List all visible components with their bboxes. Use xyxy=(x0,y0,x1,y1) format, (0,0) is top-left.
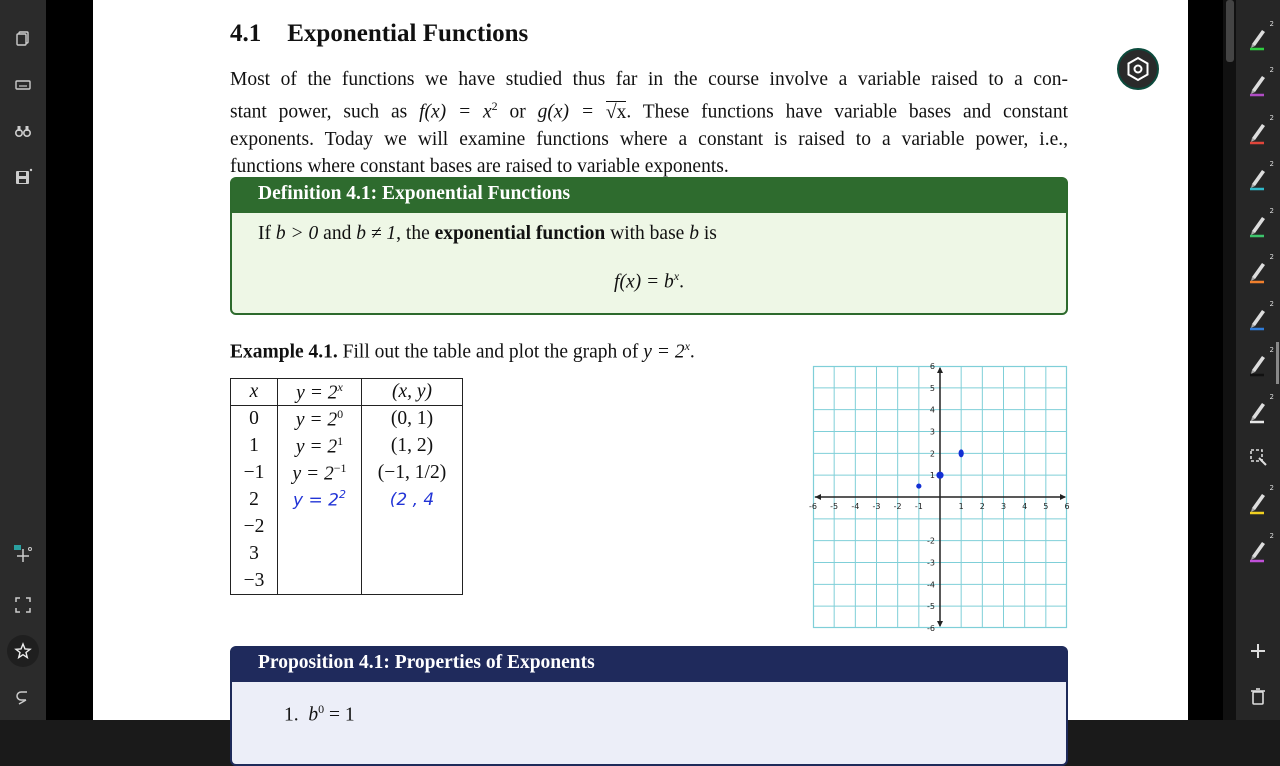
binoculars-icon[interactable] xyxy=(8,116,38,146)
table-row xyxy=(231,568,463,595)
cell-x: 2 xyxy=(231,487,278,514)
cell-xy[interactable]: (0, 1) xyxy=(362,406,463,433)
definition-body xyxy=(232,213,1066,304)
cell-xy[interactable] xyxy=(362,568,463,595)
y-axis-arrow xyxy=(937,367,943,373)
cell-y[interactable] xyxy=(278,514,362,541)
copy-icon[interactable] xyxy=(8,23,38,53)
x-tick-label: -1 xyxy=(914,502,923,511)
example-label: Example 4.1. xyxy=(230,341,338,363)
pen-tool-icon[interactable]: 2 xyxy=(1244,211,1272,239)
scrollbar[interactable] xyxy=(1223,0,1236,720)
pen-tool-icon[interactable]: 2 xyxy=(1244,164,1272,192)
intro-line-4: functions where constant bases are raised to variable exponents. xyxy=(230,155,729,177)
left-margin xyxy=(46,0,93,720)
cell-y[interactable]: $y = 2^{-1}$ xyxy=(278,460,362,487)
active-pen-marker xyxy=(1276,342,1279,384)
x-tick-label: 6 xyxy=(1064,502,1070,511)
cell-x: −1 xyxy=(231,460,278,487)
star-icon[interactable] xyxy=(7,635,39,667)
y-tick-label: 4 xyxy=(929,405,935,415)
floating-settings-button[interactable] xyxy=(1117,48,1159,90)
save-icon[interactable] xyxy=(8,162,38,192)
plotted-point xyxy=(959,449,964,457)
hexagon-icon xyxy=(1125,56,1151,82)
definition-formula: $f(x) = b^x$. xyxy=(614,269,684,293)
y-tick-label: 6 xyxy=(929,362,935,371)
y-tick-label: -6 xyxy=(927,624,935,633)
add-cursor-icon[interactable] xyxy=(8,539,38,569)
x-axis-arrow xyxy=(815,494,821,500)
cell-xy[interactable]: (−1, 1/2) xyxy=(362,460,463,487)
cell-y[interactable] xyxy=(278,541,362,568)
plotted-point xyxy=(916,483,921,488)
pen-tool-icon[interactable]: 2 xyxy=(1244,257,1272,285)
x-tick-label: -6 xyxy=(809,502,817,511)
cell-xy[interactable]: (1, 2) xyxy=(362,433,463,460)
cell-xy[interactable] xyxy=(362,541,463,568)
cell-xy[interactable]: (2 , 4 xyxy=(362,487,463,514)
definition-text: If b > 0 and b ≠ 1, the exponential function with base b is xyxy=(258,223,717,244)
pen-tool-icon[interactable]: 2 xyxy=(1244,118,1272,146)
y-tick-label: 5 xyxy=(929,383,935,393)
pen-tool-icon[interactable]: 2 xyxy=(1244,24,1272,52)
cell-x: 1 xyxy=(231,433,278,460)
proposition-item: 1. $b^0 = 1$ xyxy=(284,702,355,726)
cell-x: 0 xyxy=(231,406,278,433)
section-heading: Exponential Functions xyxy=(287,20,529,47)
x-tick-label: -4 xyxy=(851,502,860,511)
x-tick-label: 4 xyxy=(1022,502,1028,511)
table-row xyxy=(231,514,463,541)
example-statement: Example 4.1. Fill out the table and plot the graph of $y = 2^x$. xyxy=(230,339,695,363)
x-axis-arrow xyxy=(1060,494,1066,500)
y-tick-label: 3 xyxy=(929,427,935,437)
section-number: 4.1 xyxy=(230,20,262,47)
scrollbar-thumb[interactable] xyxy=(1226,0,1234,62)
x-tick-label: -2 xyxy=(893,502,902,511)
pen-tool-icon[interactable]: 2 xyxy=(1244,70,1272,98)
trash-icon[interactable] xyxy=(1244,683,1272,711)
add-icon[interactable] xyxy=(1244,637,1272,665)
y-tick-label: -4 xyxy=(927,580,935,590)
table-row xyxy=(231,460,463,487)
intro-paragraph xyxy=(230,66,1068,180)
left-toolbar xyxy=(0,0,46,720)
x-tick-label: -5 xyxy=(830,502,839,511)
y-axis-arrow xyxy=(937,621,943,627)
section-title xyxy=(230,20,528,48)
x-tick-label: 2 xyxy=(979,502,985,511)
document-page xyxy=(93,0,1188,726)
cell-y[interactable]: $y = 2^0$ xyxy=(278,406,362,433)
pen-tool-icon[interactable]: 2 xyxy=(1244,488,1272,516)
table-row xyxy=(231,487,463,514)
plotted-point xyxy=(936,472,943,479)
x-tick-label: 5 xyxy=(1043,502,1049,511)
exponent-table xyxy=(230,378,463,595)
pen-toolbar xyxy=(1236,0,1280,720)
undo-history-icon[interactable] xyxy=(8,682,38,712)
table-row xyxy=(231,541,463,568)
cell-xy[interactable] xyxy=(362,514,463,541)
cell-y[interactable]: $y = 2^1$ xyxy=(278,433,362,460)
pen-tool-icon[interactable]: 2 xyxy=(1244,536,1272,564)
keyboard-icon[interactable] xyxy=(8,70,38,100)
pen-tool-icon[interactable]: 2 xyxy=(1244,397,1272,425)
intro-line-3: exponents. Today we will examine functions where a constant is raised to a variable power, i.e., xyxy=(230,128,1068,150)
y-tick-label: -2 xyxy=(927,536,935,546)
x-tick-label: -3 xyxy=(872,502,881,511)
header-y: $y = 2^x$ xyxy=(278,379,362,406)
table-row xyxy=(231,406,463,433)
x-tick-label: 3 xyxy=(1000,502,1007,511)
coordinate-grid[interactable] xyxy=(809,362,1070,633)
table-row xyxy=(231,433,463,460)
cell-x: 3 xyxy=(231,541,278,568)
lasso-select-icon[interactable] xyxy=(1244,443,1272,471)
table-header-row xyxy=(231,379,463,406)
header-x: x xyxy=(231,379,278,406)
intro-line-1: Most of the functions we have studied thus far in the course involve a variable raised to a con- xyxy=(230,69,1068,90)
pen-tool-icon[interactable]: 2 xyxy=(1244,350,1272,378)
y-tick-label: 2 xyxy=(929,449,935,459)
proposition-box xyxy=(230,646,1068,766)
fit-screen-icon[interactable] xyxy=(8,590,38,620)
definition-title: Definition 4.1: Exponential Functions xyxy=(232,179,1066,213)
intro-line-2: stant power, such as $f(x) = x^2$ or g(x) = √x. These functions have variable bases and constant xyxy=(230,99,1068,123)
definition-box xyxy=(230,177,1068,315)
proposition-title: Proposition 4.1: Properties of Exponents xyxy=(232,648,1066,682)
cell-x: −2 xyxy=(231,514,278,541)
cell-y[interactable] xyxy=(278,568,362,595)
cell-y[interactable]: $y = 2^2$ xyxy=(278,487,362,514)
y-tick-label: -3 xyxy=(927,558,935,568)
y-tick-label: -5 xyxy=(927,602,935,612)
header-xy: (x, y) xyxy=(362,379,463,406)
pen-tool-icon[interactable]: 2 xyxy=(1244,304,1272,332)
y-tick-label: 1 xyxy=(929,471,935,481)
x-tick-label: 1 xyxy=(958,502,964,511)
cell-x: −3 xyxy=(231,568,278,595)
